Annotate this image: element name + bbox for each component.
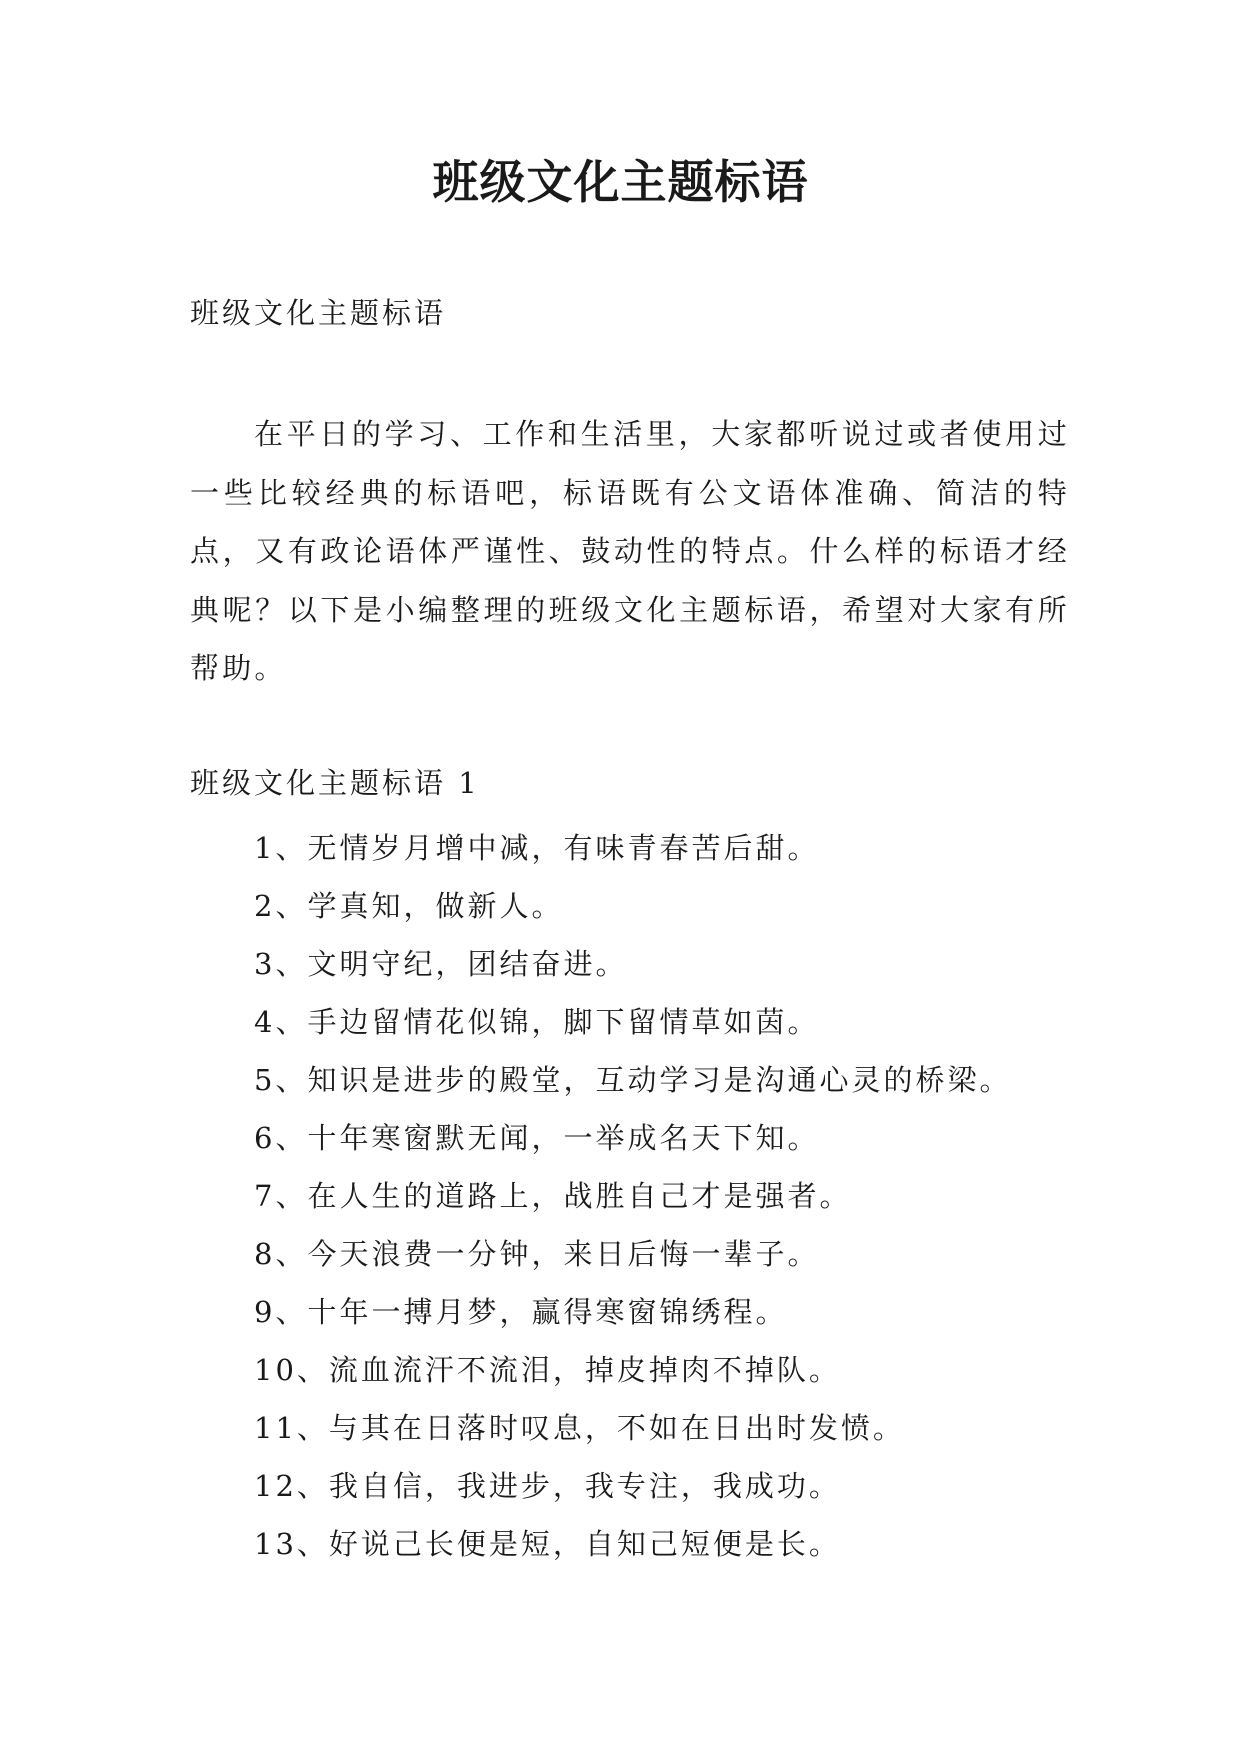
- slogan-item: 11、与其在日落时叹息，不如在日出时发愤。: [254, 1411, 905, 1445]
- slogan-list: [254, 819, 1011, 1573]
- slogan-item: 10、流血流汗不流泪，掉皮掉肉不掉队。: [254, 1353, 841, 1387]
- slogan-item: 6、十年寒窗默无闻，一举成名天下知。: [254, 1121, 820, 1155]
- slogan-item: 7、在人生的道路上，战胜自己才是强者。: [254, 1179, 852, 1213]
- slogan-item: 4、手边留情花似锦，脚下留情草如茵。: [254, 1005, 820, 1039]
- slogan-item: 2、学真知，做新人。: [254, 889, 564, 923]
- slogan-item: 9、十年一搏月梦，赢得寒窗锦绣程。: [254, 1295, 788, 1329]
- document-subtitle: 班级文化主题标语: [190, 296, 447, 330]
- intro-paragraph: 在平日的学习、工作和生活里，大家都听说过或者使用过一些比较经典的标语吧，标语既有公文语体准确、简洁的特点，又有政论语体严谨性、鼓动性的特点。什么样的标语才经典呢？以下是小编整理的班级文化主题标语，希望对大家有所帮助。: [190, 417, 1070, 685]
- slogan-item: 13、好说己长便是短，自知己短便是长。: [254, 1527, 841, 1561]
- document-title: 班级文化主题标语: [432, 155, 809, 209]
- slogan-item: 12、我自信，我进步，我专注，我成功。: [254, 1469, 841, 1503]
- slogan-item: 1、无情岁月增中减，有味青春苦后甜。: [254, 831, 820, 865]
- slogan-item: 3、文明守纪，团结奋进。: [254, 947, 628, 981]
- slogan-item: 8、今天浪费一分钟，来日后悔一辈子。: [254, 1237, 820, 1271]
- section-heading: 班级文化主题标语 1: [190, 766, 480, 800]
- slogan-item: 5、知识是进步的殿堂，互动学习是沟通心灵的桥梁。: [254, 1063, 1012, 1097]
